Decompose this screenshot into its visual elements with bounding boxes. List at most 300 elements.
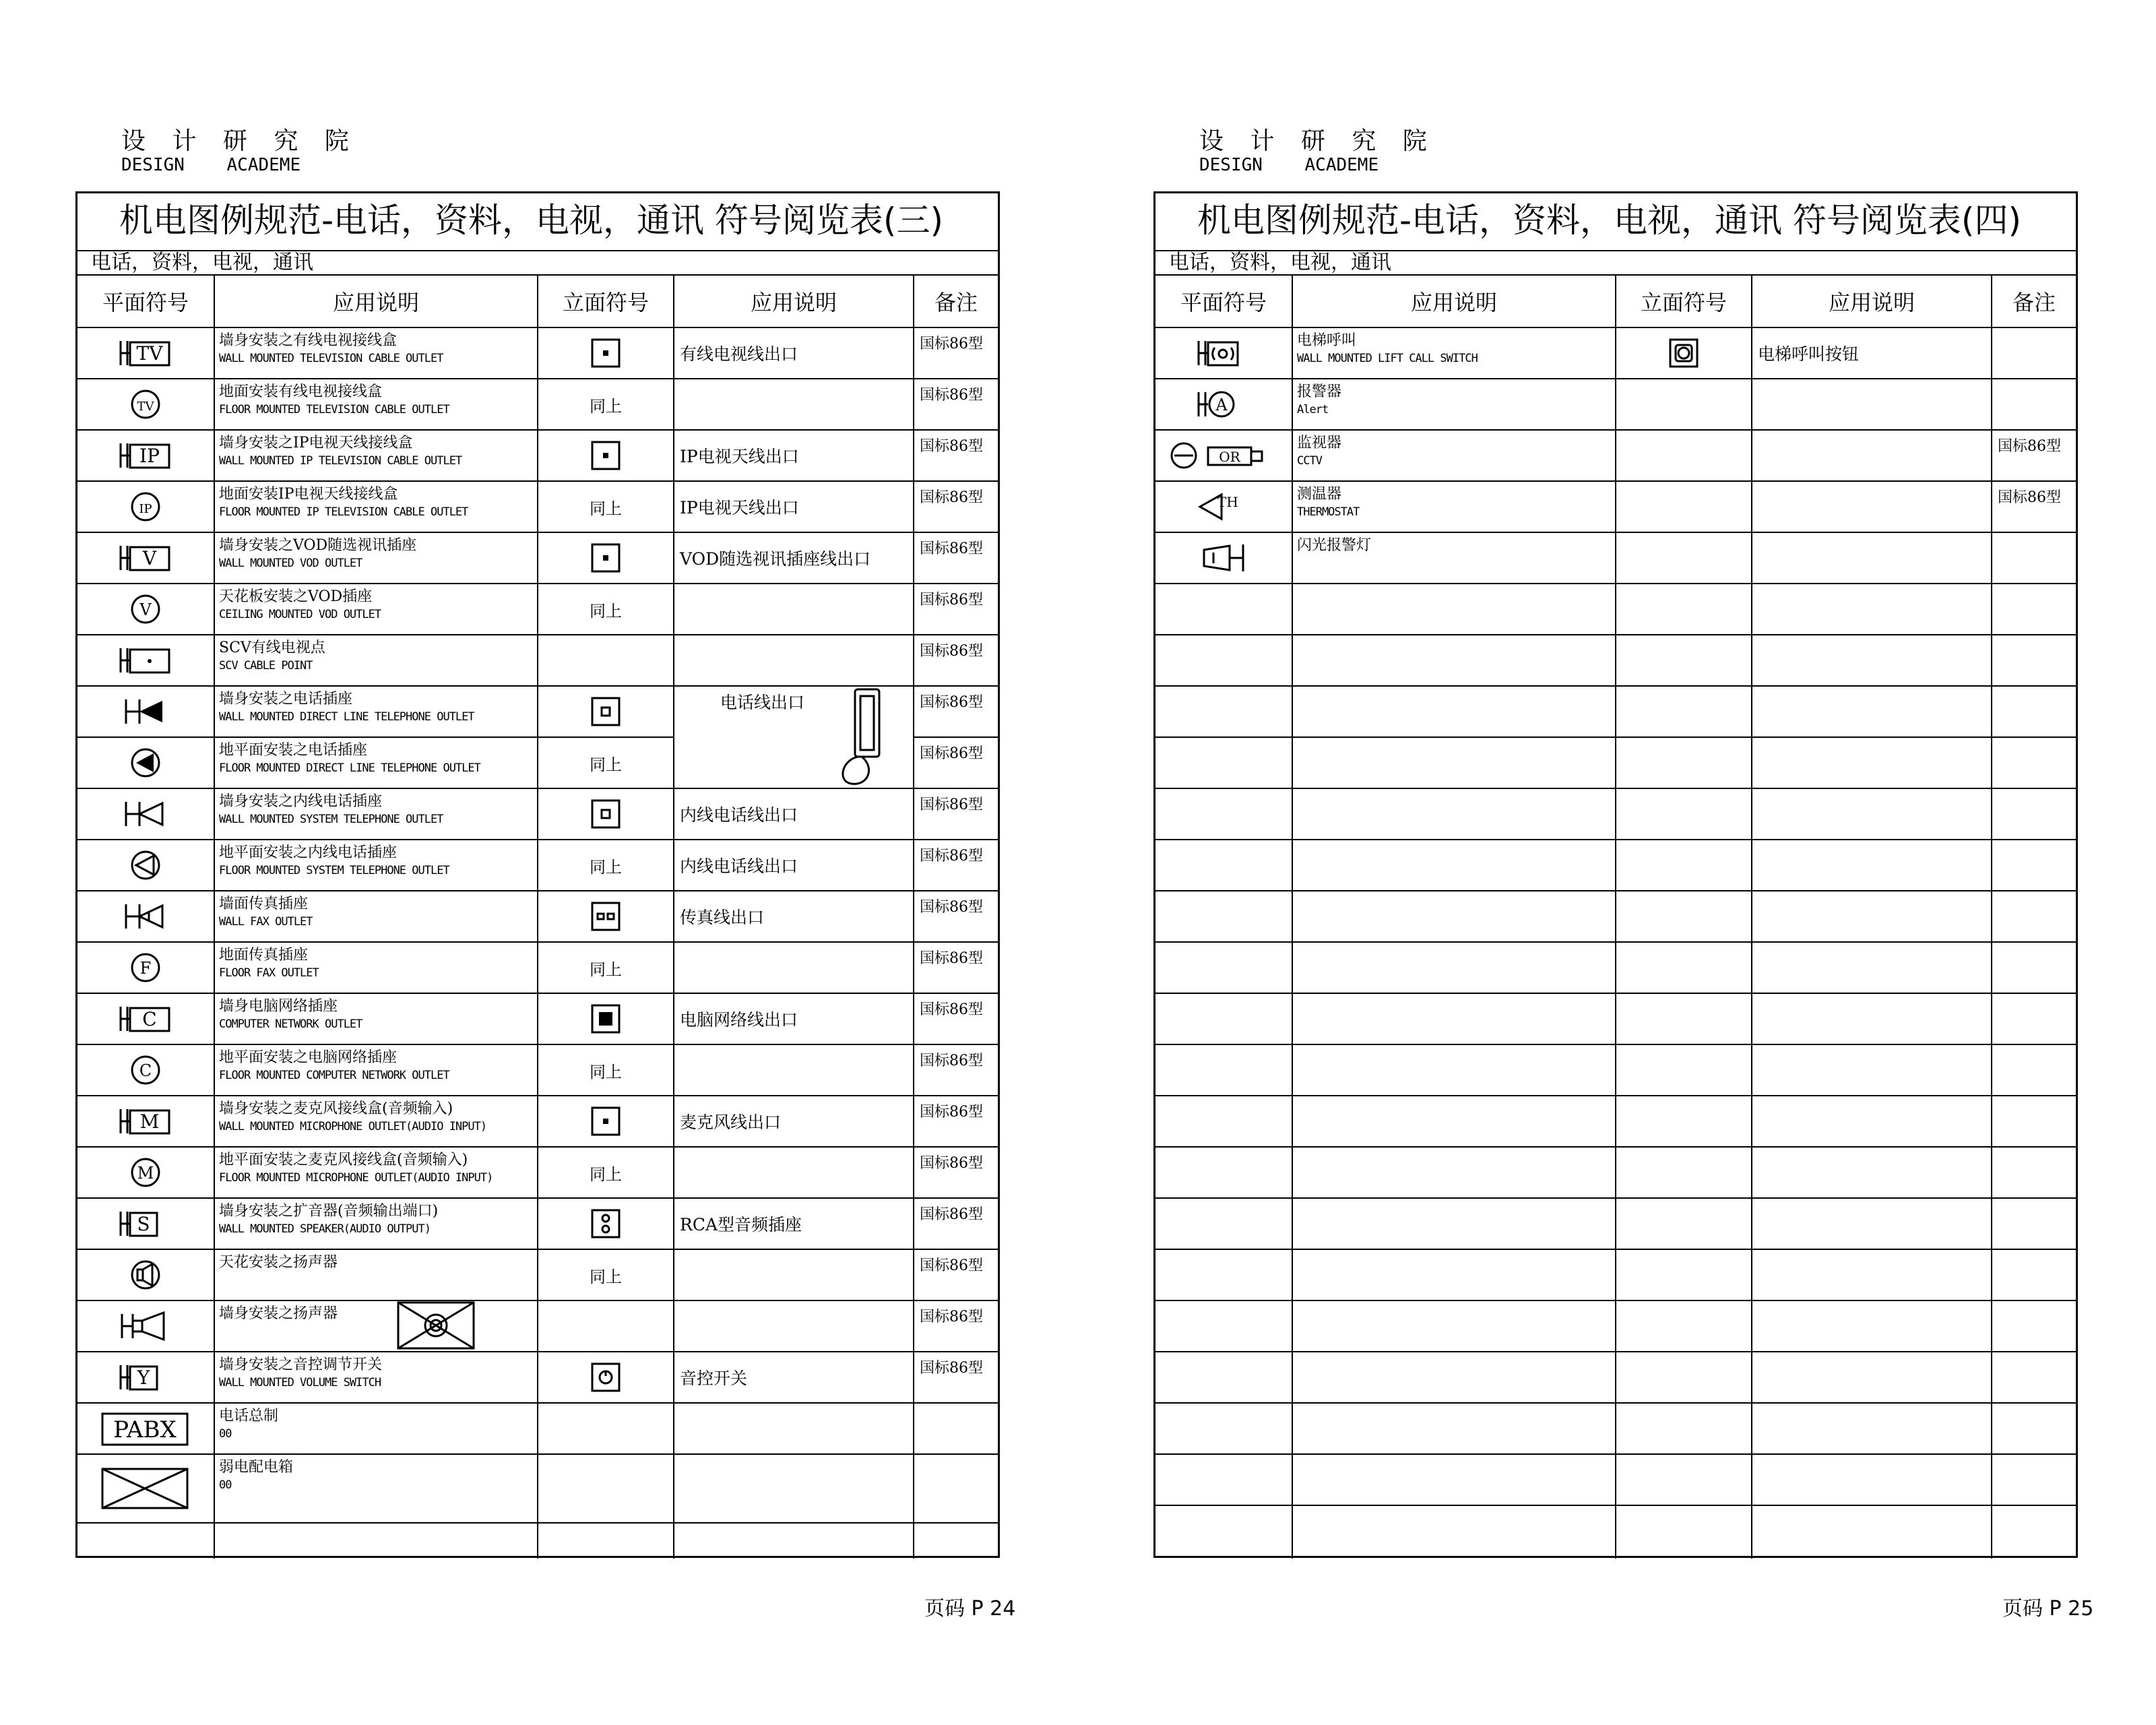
description-cell: [1293, 891, 1616, 941]
tv-floor-outlet-icon: [127, 385, 164, 423]
elevation-symbol-cell: [538, 1301, 674, 1351]
plan-symbol-cell: [1155, 943, 1293, 993]
description: [215, 635, 537, 675]
symbol-table-right: [1153, 191, 2078, 1558]
plan-symbol-cell: [1155, 431, 1293, 480]
weak-current-panel-icon: [98, 1465, 193, 1512]
description: [215, 994, 537, 1033]
symbol-table-left: [75, 191, 1000, 1558]
remarks-cell: [1992, 584, 2076, 634]
institute-name-en: DESIGN ACADEME: [1199, 155, 1379, 175]
description-en: FLOOR MOUNTED MICROPHONE OUTLET(AUDIO INPUT): [219, 1171, 493, 1185]
elevation-symbol: [538, 1301, 673, 1351]
description-cell: [215, 1250, 538, 1300]
elevation-symbol-cell: [1616, 533, 1752, 583]
empty-cell: [538, 1524, 674, 1559]
description-cell: [1293, 1352, 1616, 1402]
elevation-same-as-above: 同上: [590, 755, 622, 774]
description: [215, 687, 537, 726]
table-title: 机电图例规范-电话，资料，电视，通讯 符号阅览表(四): [1155, 193, 2076, 251]
description-cell: [215, 635, 538, 685]
description-cell: [1293, 635, 1616, 685]
elevation-symbol-cell: [1616, 687, 1752, 736]
elevation-symbol-cell: [1616, 840, 1752, 890]
table-row: [77, 891, 998, 943]
description: [215, 1045, 537, 1084]
description-en: CCTV: [1297, 454, 1322, 468]
description: [215, 1096, 537, 1135]
table-row: [1155, 584, 2076, 635]
table-row: [1155, 789, 2076, 840]
fax-wall-outlet-icon: [122, 898, 169, 935]
elevation-symbol-cell: [538, 584, 674, 634]
elevation-symbol-cell: [538, 1045, 674, 1095]
remarks-cell: [1992, 379, 2076, 429]
table-row: [77, 1199, 998, 1250]
table-row: [77, 431, 998, 482]
remarks-cell: [1992, 431, 2076, 480]
svg-text:Y: Y: [137, 1367, 150, 1389]
description-cn: 监视器: [1297, 435, 1342, 451]
application-cell: [674, 1301, 914, 1351]
description-cn: 地面安装IP电视天线接线盒: [219, 486, 398, 503]
application-cell: [1752, 584, 1992, 634]
remarks-cell: [914, 1045, 998, 1095]
page-right: [1078, 0, 2156, 1725]
plan-symbol-cell: [1155, 738, 1293, 788]
empty-cell: [77, 1524, 215, 1559]
table-row: [1155, 994, 2076, 1045]
table-row: [77, 1250, 998, 1301]
elevation-volume-knob-icon: [588, 1360, 623, 1395]
table-row: [77, 1096, 998, 1148]
application-cell: [674, 1148, 914, 1197]
elevation-symbol-cell: [1616, 1506, 1752, 1556]
remarks-text: 国标86型: [920, 438, 983, 455]
elevation-symbol: [538, 431, 673, 480]
elevation-symbol-cell: [1616, 943, 1752, 993]
remarks-cell: [914, 891, 998, 941]
description: [215, 533, 537, 572]
svg-text:TH: TH: [1217, 494, 1238, 510]
description-cell: [1293, 379, 1616, 429]
description-cell: [215, 482, 538, 532]
table-row-empty: [1155, 1557, 2076, 1559]
elevation-same-as-above: 同上: [590, 1267, 622, 1286]
remarks-cell: [914, 994, 998, 1044]
description-cell: [1293, 1199, 1616, 1249]
application-cell: [1752, 533, 1992, 583]
elevation-symbol-cell: [1616, 1301, 1752, 1351]
svg-text:IP: IP: [139, 502, 152, 516]
elevation-symbol-cell: [1616, 584, 1752, 634]
col-description: 应用说明: [215, 276, 538, 327]
plan-symbol-cell: [1155, 482, 1293, 532]
elevation-same-as-above: 同上: [590, 396, 622, 416]
elevation-outlet-icon: [588, 1104, 623, 1139]
table-row: [77, 328, 998, 379]
description: [215, 379, 537, 418]
elevation-same-as-above: 同上: [590, 960, 622, 979]
description: [215, 1301, 537, 1323]
description-cn: 电话总制: [219, 1408, 279, 1424]
application-cell: [674, 994, 914, 1044]
table-body: [77, 328, 998, 1559]
description-en: WALL MOUNTED IP TELEVISION CABLE OUTLET: [219, 454, 462, 468]
description-cn: 地平面安装之电话插座: [219, 742, 368, 759]
table-row: [77, 840, 998, 891]
table-row: [77, 789, 998, 840]
empty-cell: [1616, 1557, 1752, 1559]
empty-cell: [1293, 1557, 1616, 1559]
empty-cell: [674, 1524, 914, 1559]
description: [215, 1199, 537, 1238]
application-cell: [674, 1096, 914, 1146]
empty-cell: [1992, 1557, 2076, 1559]
table-row: [77, 533, 998, 584]
remarks-cell: [914, 687, 998, 736]
table-row: [77, 482, 998, 533]
plan-symbol-cell: [77, 943, 215, 993]
elevation-network-socket-icon: [588, 1001, 623, 1036]
plan-symbol: [77, 1250, 214, 1300]
plan-symbol-cell: [1155, 687, 1293, 736]
elevation-symbol: [1616, 431, 1751, 480]
table-row: [1155, 1096, 2076, 1148]
plan-symbol: [77, 840, 214, 890]
plan-symbol: [1155, 431, 1292, 480]
elevation-symbol-cell: [1616, 635, 1752, 685]
microphone-floor-outlet-icon: [127, 1154, 164, 1191]
elevation-symbol-cell: [1616, 1250, 1752, 1300]
remarks-cell: [914, 1455, 998, 1522]
svg-text:PABX: PABX: [113, 1416, 177, 1443]
table-row: [1155, 1455, 2076, 1506]
description-en: WALL MOUNTED SPEAKER(AUDIO OUTPUT): [219, 1222, 431, 1236]
elevation-symbol-cell: [1616, 1352, 1752, 1402]
plan-symbol-cell: [77, 584, 215, 634]
table-row: [1155, 1199, 2076, 1250]
institute-name-cn: 设 计 研 究 院: [1199, 127, 1436, 155]
lift-call-switch-icon: [1195, 334, 1253, 372]
tv-wall-outlet-icon: [117, 334, 175, 372]
remarks-cell: [914, 1199, 998, 1249]
elevation-fax-socket-icon: [588, 899, 623, 934]
elevation-phone-socket-icon: [588, 796, 623, 832]
description-cell: [215, 533, 538, 583]
plan-symbol-cell: [77, 1096, 215, 1146]
plan-symbol-cell: [1155, 584, 1293, 634]
description: [1293, 379, 1615, 418]
elevation-symbol-cell: [1616, 1455, 1752, 1505]
description-cell: [1293, 1045, 1616, 1095]
elevation-symbol-cell: [538, 1352, 674, 1402]
description-cell: [215, 1301, 538, 1351]
application-cell: [674, 482, 914, 532]
remarks-cell: [914, 328, 998, 378]
remarks-cell: [914, 738, 998, 788]
microphone-wall-outlet-icon: [117, 1102, 175, 1140]
plan-symbol-cell: [77, 533, 215, 583]
table-row: [1155, 1250, 2076, 1301]
application-cell: [1752, 1250, 1992, 1300]
table-row: [1155, 891, 2076, 943]
remarks-cell: [1992, 533, 2076, 583]
application-text: IP电视天线出口: [680, 498, 799, 518]
elevation-symbol-cell: [1616, 379, 1752, 429]
remarks-cell: [914, 584, 998, 634]
application-cell: [674, 891, 914, 941]
elevation-symbol: [538, 1199, 673, 1249]
plan-symbol-cell: [1155, 840, 1293, 890]
remarks-text: 国标86型: [920, 1104, 983, 1121]
description-cell: [215, 1404, 538, 1453]
remarks-cell: [1992, 1045, 2076, 1095]
table-row: [77, 635, 998, 687]
elevation-symbol-cell: [1616, 431, 1752, 480]
description-cn: 墙身安装之内线电话插座: [219, 793, 383, 810]
remarks-text: 国标86型: [1998, 438, 2061, 455]
description: [215, 1148, 537, 1187]
remarks-text: 国标86型: [920, 336, 983, 352]
plan-symbol: [77, 379, 214, 429]
table-title: 机电图例规范-电话，资料，电视，通讯 符号阅览表(三): [77, 193, 998, 251]
description-en: FLOOR MOUNTED DIRECT LINE TELEPHONE OUTLET: [219, 761, 480, 775]
elevation-same-as-above: 同上: [590, 499, 622, 518]
plan-symbol: [77, 1404, 214, 1453]
table-row: [1155, 1148, 2076, 1199]
plan-symbol-cell: [77, 379, 215, 429]
table-row: [1155, 738, 2076, 789]
remarks-cell: [1992, 891, 2076, 941]
elevation-same-as-above: 同上: [590, 601, 622, 621]
application-cell: [674, 1250, 914, 1300]
description: [215, 1455, 537, 1494]
elevation-symbol-cell: [1616, 891, 1752, 941]
description-cn: 墙身安装之音控调节开关: [219, 1356, 383, 1373]
remarks-text: 国标86型: [920, 1206, 983, 1223]
institute-name-en: DESIGN ACADEME: [121, 155, 301, 175]
application-cell: [674, 1199, 914, 1249]
application-text: 内线电话线出口: [680, 805, 798, 825]
elevation-symbol-cell: [538, 635, 674, 685]
plan-symbol: [77, 738, 214, 788]
remarks-cell: [914, 533, 998, 583]
application-text: 音控开关: [680, 1369, 748, 1388]
elevation-symbol-cell: [1616, 1199, 1752, 1249]
plan-symbol-cell: [1155, 1045, 1293, 1095]
application-cell: [1752, 1301, 1992, 1351]
description-cn: 弱电配电箱: [219, 1459, 294, 1476]
svg-text:C: C: [139, 1061, 152, 1080]
svg-text:F: F: [139, 959, 152, 978]
telephone-outlet-merged-cell: [674, 687, 913, 788]
plan-symbol: [1155, 482, 1292, 532]
description-cell: [215, 1148, 538, 1197]
plan-symbol-cell: [1155, 533, 1293, 583]
remarks-text: 国标86型: [920, 387, 983, 404]
plan-symbol-cell: [1155, 891, 1293, 941]
description-cn: 闪光报警灯: [1297, 537, 1372, 554]
speaker-wall-outlet-icon: [117, 1205, 175, 1243]
description-cell: [1293, 738, 1616, 788]
description-cell: [215, 738, 538, 788]
elevation-same-as-above: 同上: [590, 1062, 622, 1081]
plan-symbol-cell: [77, 431, 215, 480]
elevation-symbol-cell: [1616, 328, 1752, 378]
description: [215, 431, 537, 470]
description: [215, 1250, 537, 1272]
remarks-cell: [914, 1148, 998, 1197]
description-cell: [1293, 1455, 1616, 1505]
remarks-text: 国标86型: [920, 950, 983, 967]
description: [215, 738, 537, 777]
description-en: FLOOR MOUNTED SYSTEM TELEPHONE OUTLET: [219, 864, 449, 877]
plan-symbol: [77, 431, 214, 480]
remarks-cell: [914, 482, 998, 532]
plan-symbol-cell: [77, 482, 215, 532]
description-cn: 天花板安装之VOD插座: [219, 588, 373, 605]
table-row: [1155, 1352, 2076, 1404]
alarm-icon: [1195, 385, 1253, 423]
remarks-cell: [1992, 1352, 2076, 1402]
plan-symbol-cell: [1155, 1506, 1293, 1556]
table-row: [1155, 687, 2076, 738]
description: [215, 482, 537, 521]
column-header-row: [77, 276, 998, 328]
telephone-handset-icon: [828, 687, 889, 788]
description-en: FLOOR MOUNTED TELEVISION CABLE OUTLET: [219, 403, 449, 416]
plan-symbol: [77, 943, 214, 993]
table-row: [77, 1404, 998, 1455]
table-row: [77, 1045, 998, 1096]
description-cell: [215, 943, 538, 993]
remarks-cell: [914, 379, 998, 429]
plan-symbol-cell: [77, 789, 215, 839]
description-cell: [215, 994, 538, 1044]
remarks-text: 国标86型: [920, 694, 983, 711]
description-cn: 地平面安装之内线电话插座: [219, 844, 398, 861]
plan-symbol-cell: [77, 1404, 215, 1453]
description: [1293, 431, 1615, 470]
table-row: [1155, 943, 2076, 994]
remarks-text: 国标86型: [920, 1360, 983, 1377]
remarks-text: 国标86型: [920, 745, 983, 762]
plan-symbol-cell: [77, 1250, 215, 1300]
elevation-rca-socket-icon: [588, 1206, 623, 1241]
elevation-symbol-cell: [538, 328, 674, 378]
application-cell: [1752, 840, 1992, 890]
elevation-symbol: [538, 635, 673, 685]
elevation-symbol: [1616, 328, 1751, 378]
table-row: [77, 584, 998, 635]
application-text: IP电视天线出口: [680, 447, 799, 466]
elevation-symbol-cell: [538, 840, 674, 890]
elevation-symbol-cell: [1616, 994, 1752, 1044]
table-row-empty: [77, 1524, 998, 1559]
table-row: [1155, 1404, 2076, 1455]
elevation-symbol-cell: [1616, 1045, 1752, 1095]
description-cell: [215, 379, 538, 429]
elevation-symbol: [1616, 533, 1751, 583]
description-cn: 地平面安装之麦克风接线盒(音频输入): [219, 1152, 468, 1168]
plan-symbol: [77, 1301, 214, 1351]
plan-symbol-cell: [77, 687, 215, 736]
elevation-symbol-cell: [538, 1250, 674, 1300]
description-cn: SCV有线电视点: [219, 639, 325, 656]
description-en: THERMOSTAT: [1297, 505, 1360, 519]
remarks-cell: [1992, 994, 2076, 1044]
elevation-symbol-cell: [538, 994, 674, 1044]
plan-symbol: [77, 1455, 214, 1522]
application-cell: [1752, 1096, 1992, 1146]
elevation-symbol: [538, 891, 673, 941]
empty-cell: [215, 1524, 538, 1559]
description-en: WALL MOUNTED DIRECT LINE TELEPHONE OUTLET: [219, 710, 474, 724]
remarks-cell: [1992, 1506, 2076, 1556]
ceiling-speaker-icon: [127, 1256, 164, 1294]
application-cell: [674, 379, 914, 429]
application-cell: [1752, 1045, 1992, 1095]
table-row: [1155, 1045, 2076, 1096]
plan-symbol-cell: [77, 1455, 215, 1522]
application-cell: [1752, 482, 1992, 532]
description-cell: [1293, 1301, 1616, 1351]
application-text: 有线电视线出口: [680, 344, 798, 364]
application-text: RCA型音频插座: [680, 1215, 802, 1234]
application-cell: [1752, 1506, 1992, 1556]
description-cell: [1293, 1148, 1616, 1197]
description-cell: [215, 584, 538, 634]
telephone-wall-outlet-icon: [122, 693, 169, 730]
remarks-text: 国标86型: [920, 489, 983, 506]
description-cell: [1293, 533, 1616, 583]
remarks-cell: [914, 1301, 998, 1351]
description: [215, 1404, 537, 1443]
application-cell: [674, 584, 914, 634]
plan-symbol-cell: [1155, 328, 1293, 378]
col-remarks: 备注: [934, 290, 978, 315]
elevation-symbol-cell: [538, 1148, 674, 1197]
remarks-cell: [1992, 687, 2076, 736]
table-row: [77, 687, 998, 738]
plan-symbol: [77, 328, 214, 378]
col-plan-symbol: 平面符号: [1155, 276, 1293, 327]
remarks-cell: [1992, 635, 2076, 685]
elevation-outlet-icon: [588, 336, 623, 371]
table-row: [77, 1148, 998, 1199]
svg-text:V: V: [139, 600, 152, 619]
remarks-cell: [914, 943, 998, 993]
application-cell: [1752, 943, 1992, 993]
remarks-cell: [1992, 1096, 2076, 1146]
table-row: [1155, 533, 2076, 584]
description-en: SCV CABLE POINT: [219, 659, 313, 672]
plan-symbol: [77, 994, 214, 1044]
description: [215, 328, 537, 367]
application-cell: [674, 789, 914, 839]
remarks-text: 国标86型: [920, 592, 983, 608]
remarks-cell: [1992, 1404, 2076, 1453]
elevation-symbol: [538, 1352, 673, 1402]
fax-floor-outlet-icon: [127, 949, 164, 986]
plan-symbol-cell: [1155, 635, 1293, 685]
plan-symbol-cell: [77, 1045, 215, 1095]
institute-name-cn: 设 计 研 究 院: [121, 127, 358, 155]
elevation-symbol-cell: [538, 431, 674, 480]
description-cell: [1293, 840, 1616, 890]
application-cell: [674, 431, 914, 480]
